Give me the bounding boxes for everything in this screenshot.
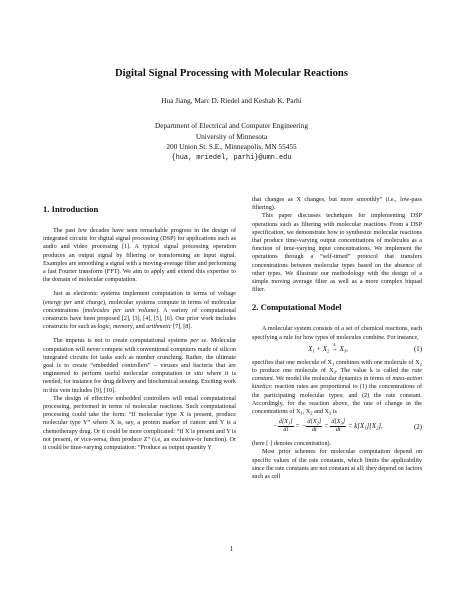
left-column bbox=[43, 204, 236, 452]
paper-title: Digital Signal Processing with Molecular Reactions bbox=[114, 68, 349, 79]
equation-2 bbox=[252, 416, 422, 440]
equation-2-number: (2) bbox=[413, 424, 422, 432]
right-column bbox=[252, 196, 422, 481]
intro-paragraph-4: The design of effective embedded controllers will entail computational processing, performed in terms of molecular reactions. Such computational processing could take the form: “If molecular type X is present, produce molecular type Y” where X is, say, a protein marker of cancer and Y is a chemotherapy drug. Or it could be more complicated: “If X is present and Y is not present, or vice-versa, then produce Z” (i.e, an exclusive-or function). Or it could be time-varying computation: “Produce as output quantity Y bbox=[43, 395, 236, 452]
affiliation-block bbox=[0, 121, 463, 163]
section-heading-introduction: 1. Introduction bbox=[43, 204, 99, 214]
intro-paragraph-1: The past few decades have seen remarkable progress in the design of integrated circuits for digital signal processing (DSP) for applications such as audio and video processing [1]. A typical signal processing operation produces an output signal by filtering or transforming an input signal. Examples are smoothing a signal with a moving-average filter and performing a fast Fourier transform (FFT). We aim to apply and extend this expertise to the domain of molecular computation. bbox=[43, 228, 236, 284]
section-heading-computational-model: 2. Computational Model bbox=[252, 302, 342, 313]
affiliation-address: 200 Union St. S.E., Minneapolis, MN 55455 bbox=[166, 142, 297, 152]
affiliation-university: University of Minnesota bbox=[195, 131, 268, 141]
equation-1-body: $X_1 + X_2$ k → $X_3$, bbox=[308, 341, 348, 354]
intro-paragraph-4-continued: that changes as X changes, but more smoothly” (i.e., low-pass filtering). bbox=[252, 197, 422, 212]
affiliation-department: Department of Electrical and Computer Engineering bbox=[155, 121, 308, 130]
equation-2-body: − $\frac{d[X_1]}{dt}$ = − $\frac{d[X_2]}{dt}$ = $\frac{d[X_3]}{dt}$ = $k[X_1][X_2]$, bbox=[273, 419, 383, 434]
intro-paragraph-3: The impetus is not to create computational systems per se. Molecular computation will never compete with conventional computers made of silicon integrated circuits for tasks such as number crunching. Rather, the ultimate goal is to create “embedded controllers” – viruses and bacteria that are engineered to perform useful molecular computation in situ where it is needed, for instance for drug delivery and biochemical sensing. Exciting work in this vein includes [9], [10]. bbox=[43, 338, 236, 394]
model-paragraph-2: specifies that one molecule of $X_1$ combines with one molecule of $X_2$ to produce one molecule of $X_3$. The value k is called the rate constant. We model the molecular dynamics in terms of mass-action kinetics: reaction rates are proportional to (1) the concentrations of the participating molecular types; and (2) the rate constant. Accordingly, for the reaction above, the rate of change in the concentrations of $X_1$, $X_2$ and $X_3$ is bbox=[252, 359, 422, 416]
equation-1-number: (1) bbox=[413, 345, 422, 353]
intro-paragraph-2: Just as electronic systems implement computation in terms of voltage (energy per unit charge), molecular systems compute in terms of molecular concentrations (molecules per unit volume). A variety of computational constructs have been proposed [2], [3], [4], [5], [6]. Our prior work includes constructs for such as logic, memory, and arithmetic [7], [8]. bbox=[43, 291, 236, 331]
equation-1 bbox=[252, 342, 422, 359]
affiliation-email: {hua, mriedel, parhi}@umn.edu bbox=[171, 153, 292, 162]
model-paragraph-4: Most prior schemes for molecular computation depend on specific values of the rate constants, which limits the applicability since the rate constants are not constant at all; they depend on factors such as cell bbox=[252, 449, 422, 481]
page-number: 1 bbox=[229, 546, 234, 553]
model-paragraph-1: A molecular system consists of a set of chemical reactions, each specifying a rule for how types of molecules combine. For instance, bbox=[252, 326, 422, 341]
intro-paragraph-5: This paper discusses techniques for implementing DSP operations such as filtering with molecular reactions. From a DSP specification, we demonstrate how to synthesize molecular reactions that produce time-varying output concentrations of molecules as a function of time-varying input concentrations. We implement the operations through a “self-timed” protocol that transfers concentrations between molecular types based on the absence of other types. We illustrate our methodology with the design of a simple moving average filter as well as a more complex biquad filter. bbox=[252, 213, 422, 294]
model-paragraph-3: (here [·] denotes concentration). bbox=[252, 441, 332, 448]
author-list: Hua Jiang, Marc D. Riedel and Keshab K. Parhi bbox=[161, 96, 302, 105]
